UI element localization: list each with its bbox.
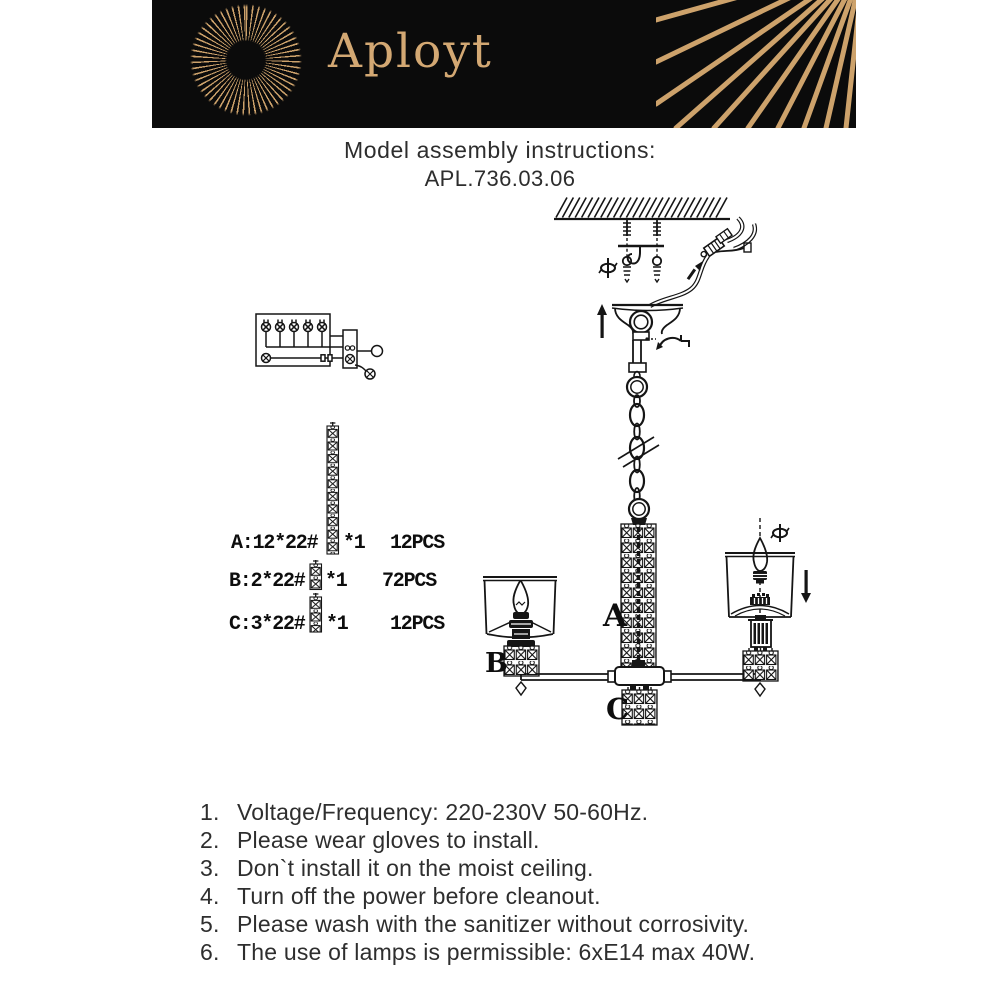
part-code: A:12*22# [231, 532, 318, 555]
wiring-diagram [256, 314, 383, 379]
list-item [0, 883, 1000, 911]
part-code: B:2*22# [229, 570, 305, 593]
diagram-labels [485, 598, 629, 726]
mounting-screws [599, 220, 664, 282]
list-item [0, 911, 1000, 939]
crystal-cube-b [504, 646, 539, 676]
ceiling-hook [628, 247, 640, 264]
parts-row-c [0, 613, 445, 728]
item-number: 3. [200, 855, 220, 881]
up-arrow-icon [597, 304, 607, 338]
item-number: 2. [200, 827, 220, 853]
rod-and-chain [618, 340, 659, 519]
item-text: The use of lamps is permissible: 6xE14 max 40W. [237, 939, 756, 965]
part-code: C:3*22# [229, 613, 305, 636]
item-text: Don`t install it on the moist ceiling. [237, 855, 594, 881]
item-text: Turn off the power before cleanout. [237, 883, 601, 909]
item-number: 6. [200, 939, 220, 965]
list-item [0, 799, 1000, 827]
part-qty: 72PCS [382, 570, 437, 593]
down-arrow-icon [801, 570, 811, 603]
label-a: A [603, 598, 628, 634]
part-mult: *1 [343, 532, 365, 555]
part-strand-icons [310, 422, 339, 632]
list-item [0, 855, 1000, 883]
lamp-right [725, 518, 811, 681]
canopy [597, 304, 689, 350]
rotate-symbol-icon [771, 524, 789, 542]
page-title: Model assembly instructions: [343, 137, 657, 163]
crystal-column-a [621, 518, 656, 668]
chain-cut-mark [618, 437, 659, 467]
item-number: 4. [200, 883, 220, 909]
item-number: 1. [200, 799, 220, 825]
list-item [0, 827, 1000, 855]
list-item [0, 939, 1000, 967]
ceiling [554, 198, 730, 220]
crystal-cube-right [743, 648, 778, 681]
part-qty: 12PCS [390, 532, 445, 555]
item-number: 5. [200, 911, 220, 937]
brand-name: Aployt [328, 24, 493, 79]
model-number: APL.736.03.06 [424, 166, 576, 191]
item-text: Please wear gloves to install. [237, 827, 540, 853]
item-text: Please wash with the sanitizer without corrosivity. [237, 911, 750, 937]
part-qty: 12PCS [390, 613, 445, 636]
screw-rotate-icon [645, 335, 689, 350]
instruction-list [0, 799, 1000, 967]
wire-assembly [650, 218, 755, 306]
label-b: B [485, 648, 508, 679]
part-mult: *1 [325, 570, 347, 593]
rotate-symbol-icon [599, 258, 617, 278]
item-text: Voltage/Frequency: 220-230V 50-60Hz. [237, 799, 649, 825]
label-c: C [606, 692, 630, 726]
part-mult: *1 [326, 613, 348, 636]
